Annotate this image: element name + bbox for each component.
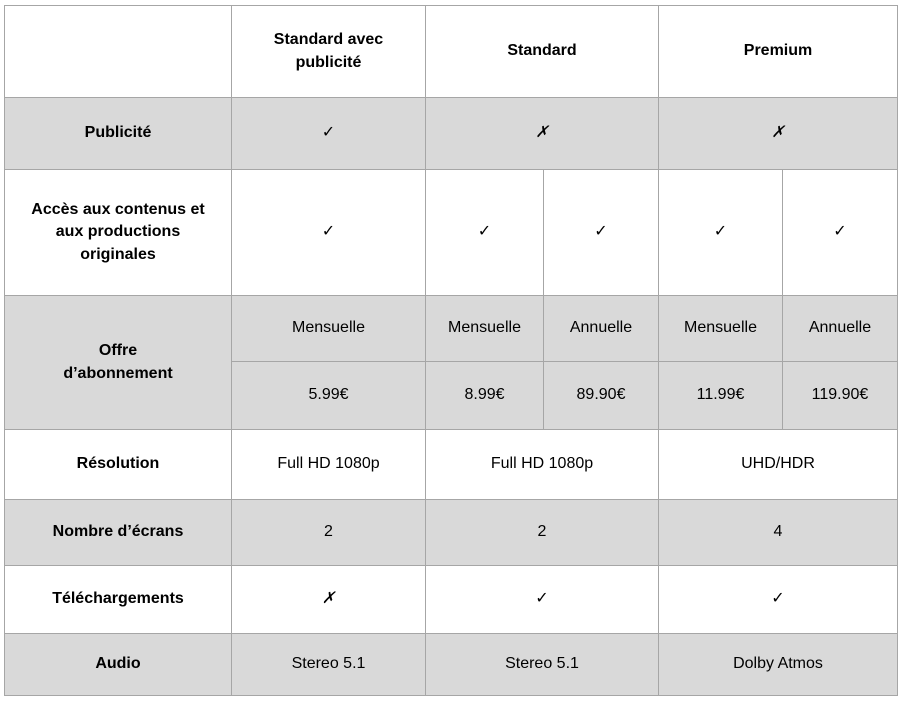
prix-standard-mensuel: 8.99€ <box>426 362 544 430</box>
periode-standard-ads: Mensuelle <box>232 296 426 362</box>
resolution-standard-ads: Full HD 1080p <box>232 430 426 500</box>
check-icon: ✓ <box>544 170 659 296</box>
table-row-resolution <box>5 430 898 500</box>
plan-header-standard-avec-publicite: Standard avec publicité <box>232 6 426 98</box>
check-icon: ✓ <box>232 98 426 170</box>
ecrans-premium: 4 <box>659 500 898 566</box>
row-label-audio: Audio <box>5 634 232 696</box>
cross-icon: ✗ <box>232 566 426 634</box>
check-icon: ✓ <box>659 566 898 634</box>
table-row-publicite <box>5 98 898 170</box>
row-label-offre-text: Offre d’abonnement <box>63 342 173 382</box>
row-label-resolution: Résolution <box>5 430 232 500</box>
pricing-comparison-table <box>4 5 898 696</box>
prix-premium-mensuel: 11.99€ <box>659 362 783 430</box>
table-row-nombre-ecrans <box>5 500 898 566</box>
row-label-publicite: Publicité <box>5 98 232 170</box>
plan-header-premium: Premium <box>659 6 898 98</box>
check-icon: ✓ <box>232 170 426 296</box>
audio-standard-ads: Stereo 5.1 <box>232 634 426 696</box>
resolution-premium: UHD/HDR <box>659 430 898 500</box>
cross-icon: ✗ <box>659 98 898 170</box>
prix-standard-ads: 5.99€ <box>232 362 426 430</box>
check-icon: ✓ <box>783 170 898 296</box>
row-label-acces <box>5 170 232 296</box>
check-icon: ✓ <box>659 170 783 296</box>
ecrans-standard-ads: 2 <box>232 500 426 566</box>
periode-standard-mensuelle: Mensuelle <box>426 296 544 362</box>
periode-premium-mensuelle: Mensuelle <box>659 296 783 362</box>
table-row-offre-periodes <box>5 296 898 362</box>
prix-premium-annuel: 119.90€ <box>783 362 898 430</box>
check-icon: ✓ <box>426 170 544 296</box>
corner-cell <box>5 6 232 98</box>
row-label-offre-abonnement <box>5 296 232 430</box>
row-label-ecrans: Nombre d’écrans <box>5 500 232 566</box>
periode-premium-annuelle: Annuelle <box>783 296 898 362</box>
table-row-plans-header <box>5 6 898 98</box>
prix-standard-annuel: 89.90€ <box>544 362 659 430</box>
audio-premium: Dolby Atmos <box>659 634 898 696</box>
audio-standard: Stereo 5.1 <box>426 634 659 696</box>
periode-standard-annuelle: Annuelle <box>544 296 659 362</box>
plan-header-standard: Standard <box>426 6 659 98</box>
check-icon: ✓ <box>426 566 659 634</box>
ecrans-standard: 2 <box>426 500 659 566</box>
row-label-acces-text: Accès aux contenus et aux productions originales <box>31 200 205 263</box>
cross-icon: ✗ <box>426 98 659 170</box>
table-row-audio <box>5 634 898 696</box>
table-row-acces-contenus <box>5 170 898 296</box>
resolution-standard: Full HD 1080p <box>426 430 659 500</box>
table-row-telechargements <box>5 566 898 634</box>
row-label-telechargements: Téléchargements <box>5 566 232 634</box>
